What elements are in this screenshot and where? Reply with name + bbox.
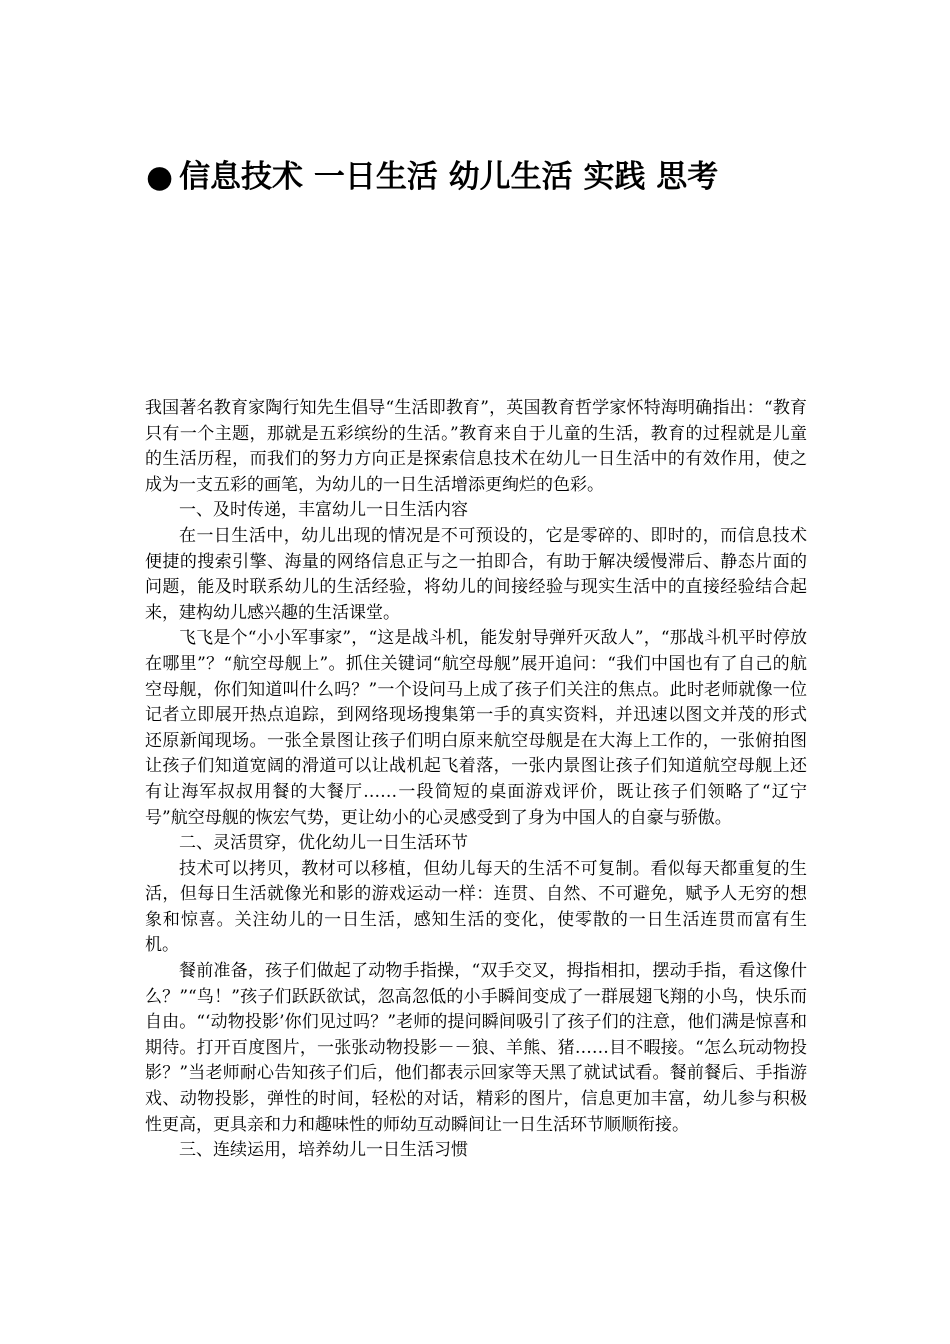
title-text: 信息技术 一日生活 幼儿生活 实践 思考 [179,159,719,195]
document-title [146,155,846,199]
body-paragraph: 在一日生活中，幼儿出现的情况是不可预设的，它是零碎的、即时的，而信息技术便捷的搜索引擎、海量的网络信息正与之一拍即合，有助于解决缓慢滞后、静态片面的问题，能及时联系幼儿的生活经验，将幼儿的间接经验与现实生活中的直接经验结合起来，建构幼儿感兴趣的生活课堂。 [145,525,807,623]
section-heading-1: 一、及时传递，丰富幼儿一日生活内容 [179,500,468,521]
body-paragraph: 飞飞是个“小小军事家”，“这是战斗机，能发射导弹歼灭敌人”，“那战斗机平时停放在哪里”？“航空母舰上”。抓住关键词“航空母舰”展开追问：“我们中国也有了自己的航空母舰，你们知道叫什么吗？”一个设问马上成了孩子们关注的焦点。此时老师就像一位记者立即展开热点追踪，到网络现场搜集第一手的真实资料，并迅速以图文并茂的形式还原新闻现场。一张全景图让孩子们明白原来航空母舰是在大海上工作的，一张俯拍图让孩子们知道宽阔的滑道可以让战机起飞着落，一张内景图让孩子们知道航空母舰上还有让海军叔叔用餐的大餐厅……一段简短的桌面游戏评价，既让孩子们领略了“辽宁号”航空母舰的恢宏气势，更让幼小的心灵感受到了身为中国人的自豪与骄傲。 [145,628,807,828]
document-body [145,396,807,1164]
intro-paragraph: 我国著名教育家陶行知先生倡导“生活即教育”，英国教育哲学家怀特海明确指出：“教育只有一个主题，那就是五彩缤纷的生活。”教育来自于儿童的生活，教育的过程就是儿童的生活历程，而我们的努力方向正是探索信息技术在幼儿一日生活中的有效作用，使之成为一支五彩的画笔，为幼儿的一日生活增添更绚烂的色彩。 [145,398,807,495]
body-paragraph: 技术可以拷贝，教材可以移植，但幼儿每天的生活不可复制。看似每天都重复的生活，但每日生活就像光和影的游戏运动一样：连贯、自然、不可避免，赋予人无穷的想象和惊喜。关注幼儿的一日生活，感知生活的变化，使零散的一日生活连贯而富有生机。 [145,858,807,956]
body-paragraph: 餐前准备，孩子们做起了动物手指操，“双手交叉，拇指相扣，摆动手指，看这像什么？”“鸟！”孩子们跃跃欲试，忽高忽低的小手瞬间变成了一群展翅飞翔的小鸟，快乐而自由。“‘动物投影’你们见过吗？”老师的提问瞬间吸引了孩子们的注意，他们满是惊喜和期待。打开百度图片，一张张动物投影－－狼、羊熊、猪……目不暇接。“怎么玩动物投影？”当老师耐心告知孩子们后，他们都表示回家等天黑了就试试看。餐前餐后、手指游戏、动物投影，弹性的时间，轻松的对话，精彩的图片，信息更加丰富，幼儿参与积极性更高，更具亲和力和趣味性的师幼互动瞬间让一日生活环节顺顺衔接。 [145,961,807,1135]
section-heading-2: 二、灵活贯穿，优化幼儿一日生活环节 [179,833,468,854]
section-heading-3: 三、连续运用，培养幼儿一日生活习惯 [179,1140,468,1161]
bullet-icon: ● [146,159,174,195]
